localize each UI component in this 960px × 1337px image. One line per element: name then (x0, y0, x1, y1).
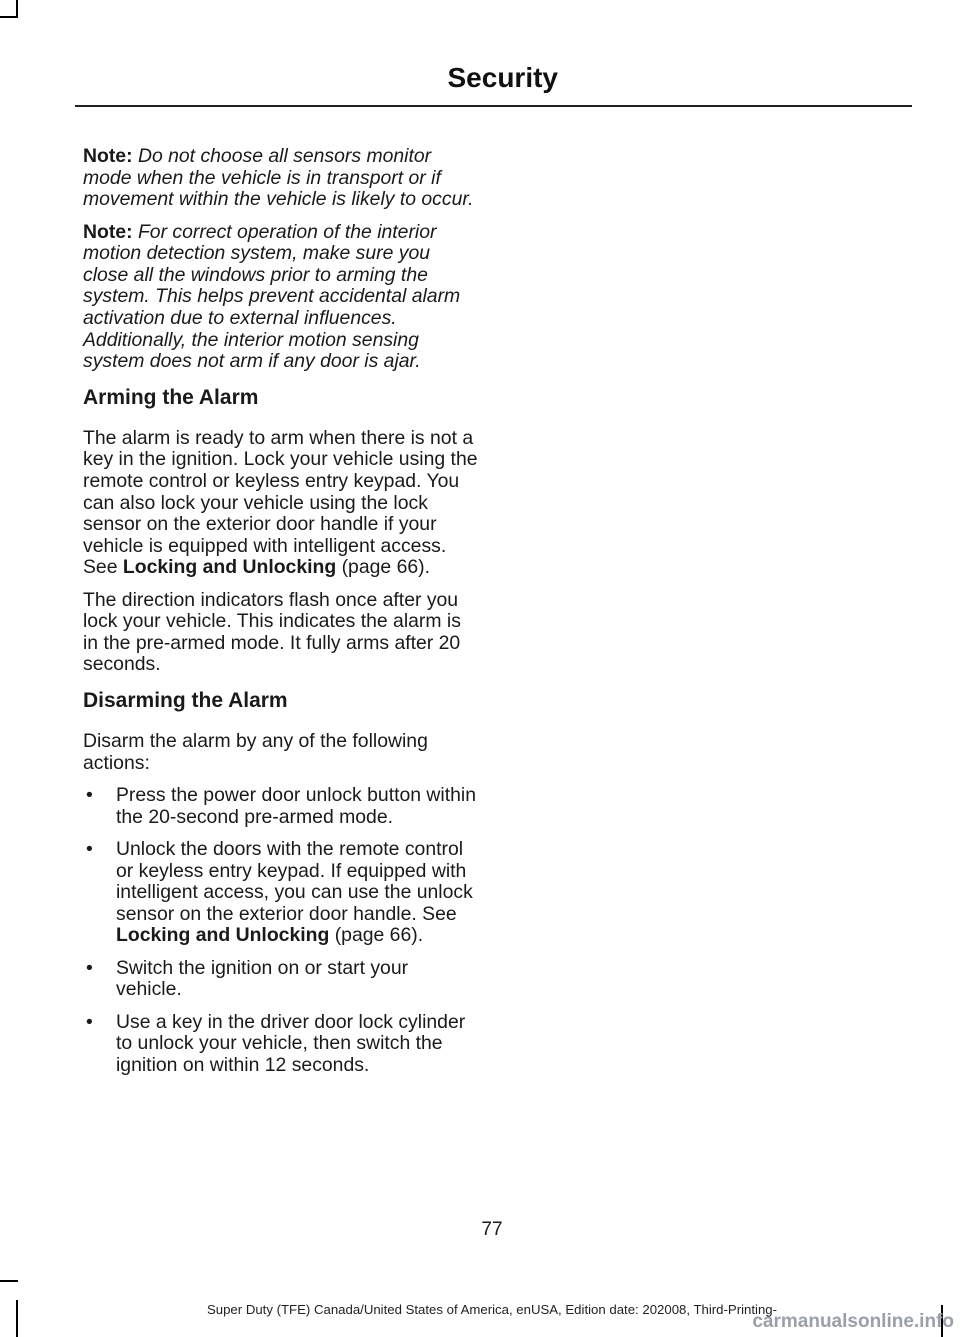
body-text: The alarm is ready to arm when there is not a key in the ignition. Lock your vehicle using the remote control or keyless entry keypad. You can also lock your vehicle using the lock sensor on the exterior door handle if your vehicle is equipped with intelligent access. See (83, 426, 478, 579)
cross-reference-link[interactable]: Locking and Unlocking (122, 556, 337, 579)
list-item (83, 839, 478, 947)
header-divider (75, 105, 912, 107)
note-text: For correct operation of the interior motion detection system, make sure you close all the windows prior to arming the system. This helps prevent accidental alarm activation due to external influences. Additionally, the interior motion sensing system does not arm if any door is ajar. (83, 220, 461, 373)
note-label: Note: (83, 145, 133, 167)
crop-mark (0, 1280, 18, 1282)
watermark: carmanualsonline.info (752, 1311, 954, 1332)
page-reference: (page 66). (329, 924, 424, 947)
body-paragraph (83, 428, 478, 579)
list-item-text: Unlock the doors with the remote control or keyless entry keypad. If equipped with intelligent access, you can use the unlock sensor on the exterior door handle. See (116, 838, 473, 925)
crop-mark (0, 16, 18, 18)
page-reference: (page 66). (336, 556, 430, 579)
bullet-icon: • (86, 838, 93, 861)
bullet-icon: • (86, 784, 93, 807)
note-text: Do not choose all sensors monitor mode when the vehicle is in transport or if movement within the vehicle is likely to occur. (83, 145, 474, 211)
content-column (83, 146, 478, 1087)
list-item-text: Switch the ignition on or start your vehicle. (116, 956, 409, 1001)
cross-reference-link[interactable]: Locking and Unlocking (116, 924, 330, 947)
list-item (83, 785, 478, 828)
section-heading-disarming: Disarming the Alarm (83, 689, 288, 713)
note-label: Note: (83, 220, 133, 243)
page-number: 77 (481, 1219, 503, 1240)
bullet-icon: • (86, 956, 93, 979)
body-paragraph (83, 590, 478, 676)
note-paragraph (83, 222, 478, 373)
disarm-actions-list (83, 785, 478, 1077)
note-paragraph (83, 146, 478, 211)
section-heading-arming: Arming the Alarm (83, 385, 259, 409)
bullet-icon: • (86, 1010, 93, 1033)
list-item (83, 1012, 478, 1077)
body-paragraph (83, 731, 478, 774)
edition-footer: Super Duty (TFE) Canada/United States of America, enUSA, Edition date: 202008, Third-Printing- (206, 1302, 778, 1317)
list-item-text: Use a key in the driver door lock cylinder to unlock your vehicle, then switch the ignition on within 12 seconds. (116, 1010, 466, 1076)
list-item (83, 958, 478, 1001)
body-text: Disarm the alarm by any of the following actions: (83, 730, 428, 774)
body-text: The direction indicators flash once after you lock your vehicle. This indicates the alarm is in the pre-armed mode. It fully arms after 20 seconds. (83, 588, 461, 676)
list-item-text: Press the power door unlock button within the 20-second pre-armed mode. (116, 784, 477, 828)
page-title: Security (447, 62, 558, 93)
